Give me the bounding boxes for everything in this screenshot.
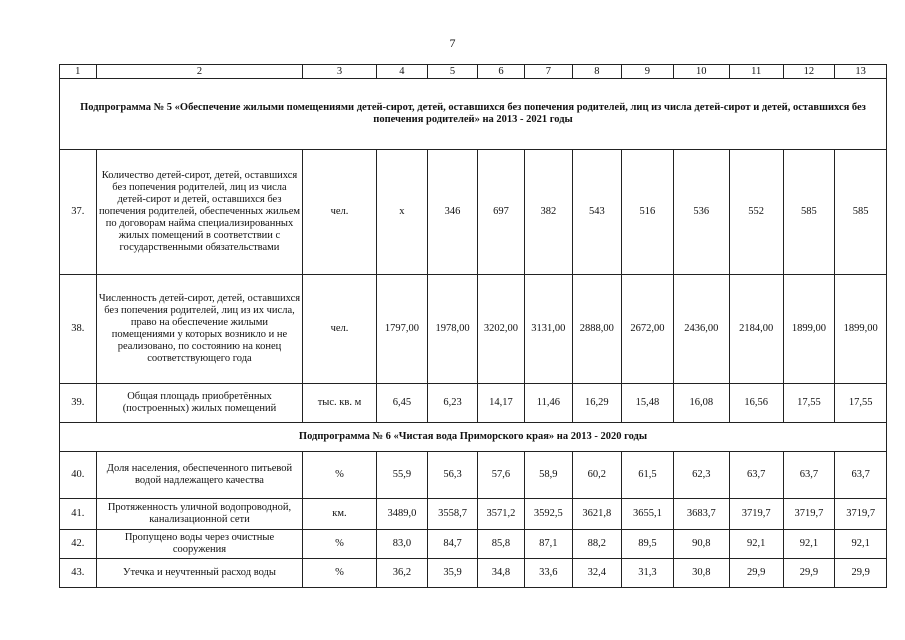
row-number: 41. [60,499,97,530]
value-cell: 6,45 [376,384,428,423]
value-cell: 11,46 [525,384,572,423]
column-number-cell: 7 [525,65,572,79]
value-cell: 57,6 [477,452,524,499]
value-cell: 15,48 [622,384,674,423]
value-cell: 1899,00 [835,275,887,384]
value-cell: 1978,00 [428,275,478,384]
section-title-row [60,423,887,452]
value-cell: 17,55 [835,384,887,423]
table-row [60,452,887,499]
value-cell: 16,29 [572,384,622,423]
unit-cell: км. [303,499,376,530]
page-number: 7 [449,36,456,50]
value-cell: 92,1 [729,530,783,559]
column-number-cell: 4 [376,65,428,79]
indicator-description: Доля населения, обеспеченного питьевой водой надлежащего качества [96,452,303,499]
value-cell: 3719,7 [783,499,835,530]
value-cell: 3621,8 [572,499,622,530]
value-cell: 92,1 [835,530,887,559]
value-cell: 29,9 [835,559,887,588]
value-cell: 90,8 [673,530,729,559]
table-row [60,499,887,530]
column-number-cell: 5 [428,65,478,79]
value-cell: 1899,00 [783,275,835,384]
value-cell: 33,6 [525,559,572,588]
table-row [60,559,887,588]
value-cell: 3719,7 [729,499,783,530]
value-cell: 17,55 [783,384,835,423]
column-number-cell: 3 [303,65,376,79]
value-cell: 516 [622,150,674,275]
unit-cell: % [303,530,376,559]
table-row [60,530,887,559]
value-cell: 2888,00 [572,275,622,384]
value-cell: 32,4 [572,559,622,588]
value-cell: 61,5 [622,452,674,499]
value-cell: 3719,7 [835,499,887,530]
value-cell: 35,9 [428,559,478,588]
indicator-description: Утечка и неучтенный расход воды [96,559,303,588]
unit-cell: % [303,452,376,499]
value-cell: 2436,00 [673,275,729,384]
value-cell: 585 [835,150,887,275]
value-cell: 3558,7 [428,499,478,530]
section-title: Подпрограмма № 5 «Обеспечение жилыми помещениями детей-сирот, детей, оставшихся без попечения родителей, лиц из числа детей-сирот и детей, оставшихся без попечения родителей» на 2013 - 2021 годы [60,79,887,150]
indicator-description: Количество детей-сирот, детей, оставшихся без попечения родителей, лиц из числа детей-сирот и детей, оставшихся без попечения родителей, обеспеченных жильем по договорам найма специализированных жилых помещений в соответствии с государственными обязательствами [96,150,303,275]
value-cell: 382 [525,150,572,275]
value-cell: 2184,00 [729,275,783,384]
unit-cell: чел. [303,275,376,384]
value-cell: 56,3 [428,452,478,499]
value-cell: 3655,1 [622,499,674,530]
column-number-row [60,65,887,79]
value-cell: 87,1 [525,530,572,559]
column-number-cell: 11 [729,65,783,79]
value-cell: 2672,00 [622,275,674,384]
unit-cell: тыс. кв. м [303,384,376,423]
value-cell: 29,9 [729,559,783,588]
unit-cell: % [303,559,376,588]
column-number-cell: 9 [622,65,674,79]
value-cell: 92,1 [783,530,835,559]
value-cell: 85,8 [477,530,524,559]
value-cell: 30,8 [673,559,729,588]
value-cell: 36,2 [376,559,428,588]
value-cell: 536 [673,150,729,275]
value-cell: 3131,00 [525,275,572,384]
value-cell: 6,23 [428,384,478,423]
value-cell: 346 [428,150,478,275]
value-cell: 88,2 [572,530,622,559]
value-cell: 3489,0 [376,499,428,530]
row-number: 40. [60,452,97,499]
table-row [60,150,887,275]
column-number-cell: 8 [572,65,622,79]
column-number-cell: 10 [673,65,729,79]
indicator-description: Пропущено воды через очистные сооружения [96,530,303,559]
value-cell: 14,17 [477,384,524,423]
indicator-description: Численность детей-сирот, детей, оставшихся без попечения родителей, лиц из их числа, право на обеспечение жилыми помещениями у которых возникло и не реализовано, по состоянию на конец соответствующего года [96,275,303,384]
value-cell: 58,9 [525,452,572,499]
indicator-description: Общая площадь приобретённых (построенных) жилых помещений [96,384,303,423]
value-cell: 63,7 [783,452,835,499]
value-cell: 1797,00 [376,275,428,384]
value-cell: 552 [729,150,783,275]
value-cell: 3571,2 [477,499,524,530]
table-row [60,384,887,423]
value-cell: 16,08 [673,384,729,423]
row-number: 43. [60,559,97,588]
value-cell: х [376,150,428,275]
column-number-cell: 13 [835,65,887,79]
value-cell: 62,3 [673,452,729,499]
section-title: Подпрограмма № 6 «Чистая вода Приморского края» на 2013 - 2020 годы [60,423,887,452]
row-number: 38. [60,275,97,384]
value-cell: 16,56 [729,384,783,423]
section-title-row [60,79,887,150]
value-cell: 83,0 [376,530,428,559]
indicator-description: Протяженность уличной водопроводной, канализационной сети [96,499,303,530]
value-cell: 3592,5 [525,499,572,530]
value-cell: 697 [477,150,524,275]
value-cell: 60,2 [572,452,622,499]
column-number-cell: 2 [96,65,303,79]
value-cell: 3202,00 [477,275,524,384]
column-number-cell: 6 [477,65,524,79]
value-cell: 29,9 [783,559,835,588]
column-number-cell: 12 [783,65,835,79]
indicators-table [59,64,887,588]
value-cell: 3683,7 [673,499,729,530]
value-cell: 63,7 [729,452,783,499]
value-cell: 585 [783,150,835,275]
value-cell: 84,7 [428,530,478,559]
unit-cell: чел. [303,150,376,275]
column-number-cell: 1 [60,65,97,79]
table-row [60,275,887,384]
row-number: 42. [60,530,97,559]
row-number: 37. [60,150,97,275]
value-cell: 543 [572,150,622,275]
row-number: 39. [60,384,97,423]
value-cell: 31,3 [622,559,674,588]
value-cell: 55,9 [376,452,428,499]
value-cell: 63,7 [835,452,887,499]
value-cell: 89,5 [622,530,674,559]
value-cell: 34,8 [477,559,524,588]
